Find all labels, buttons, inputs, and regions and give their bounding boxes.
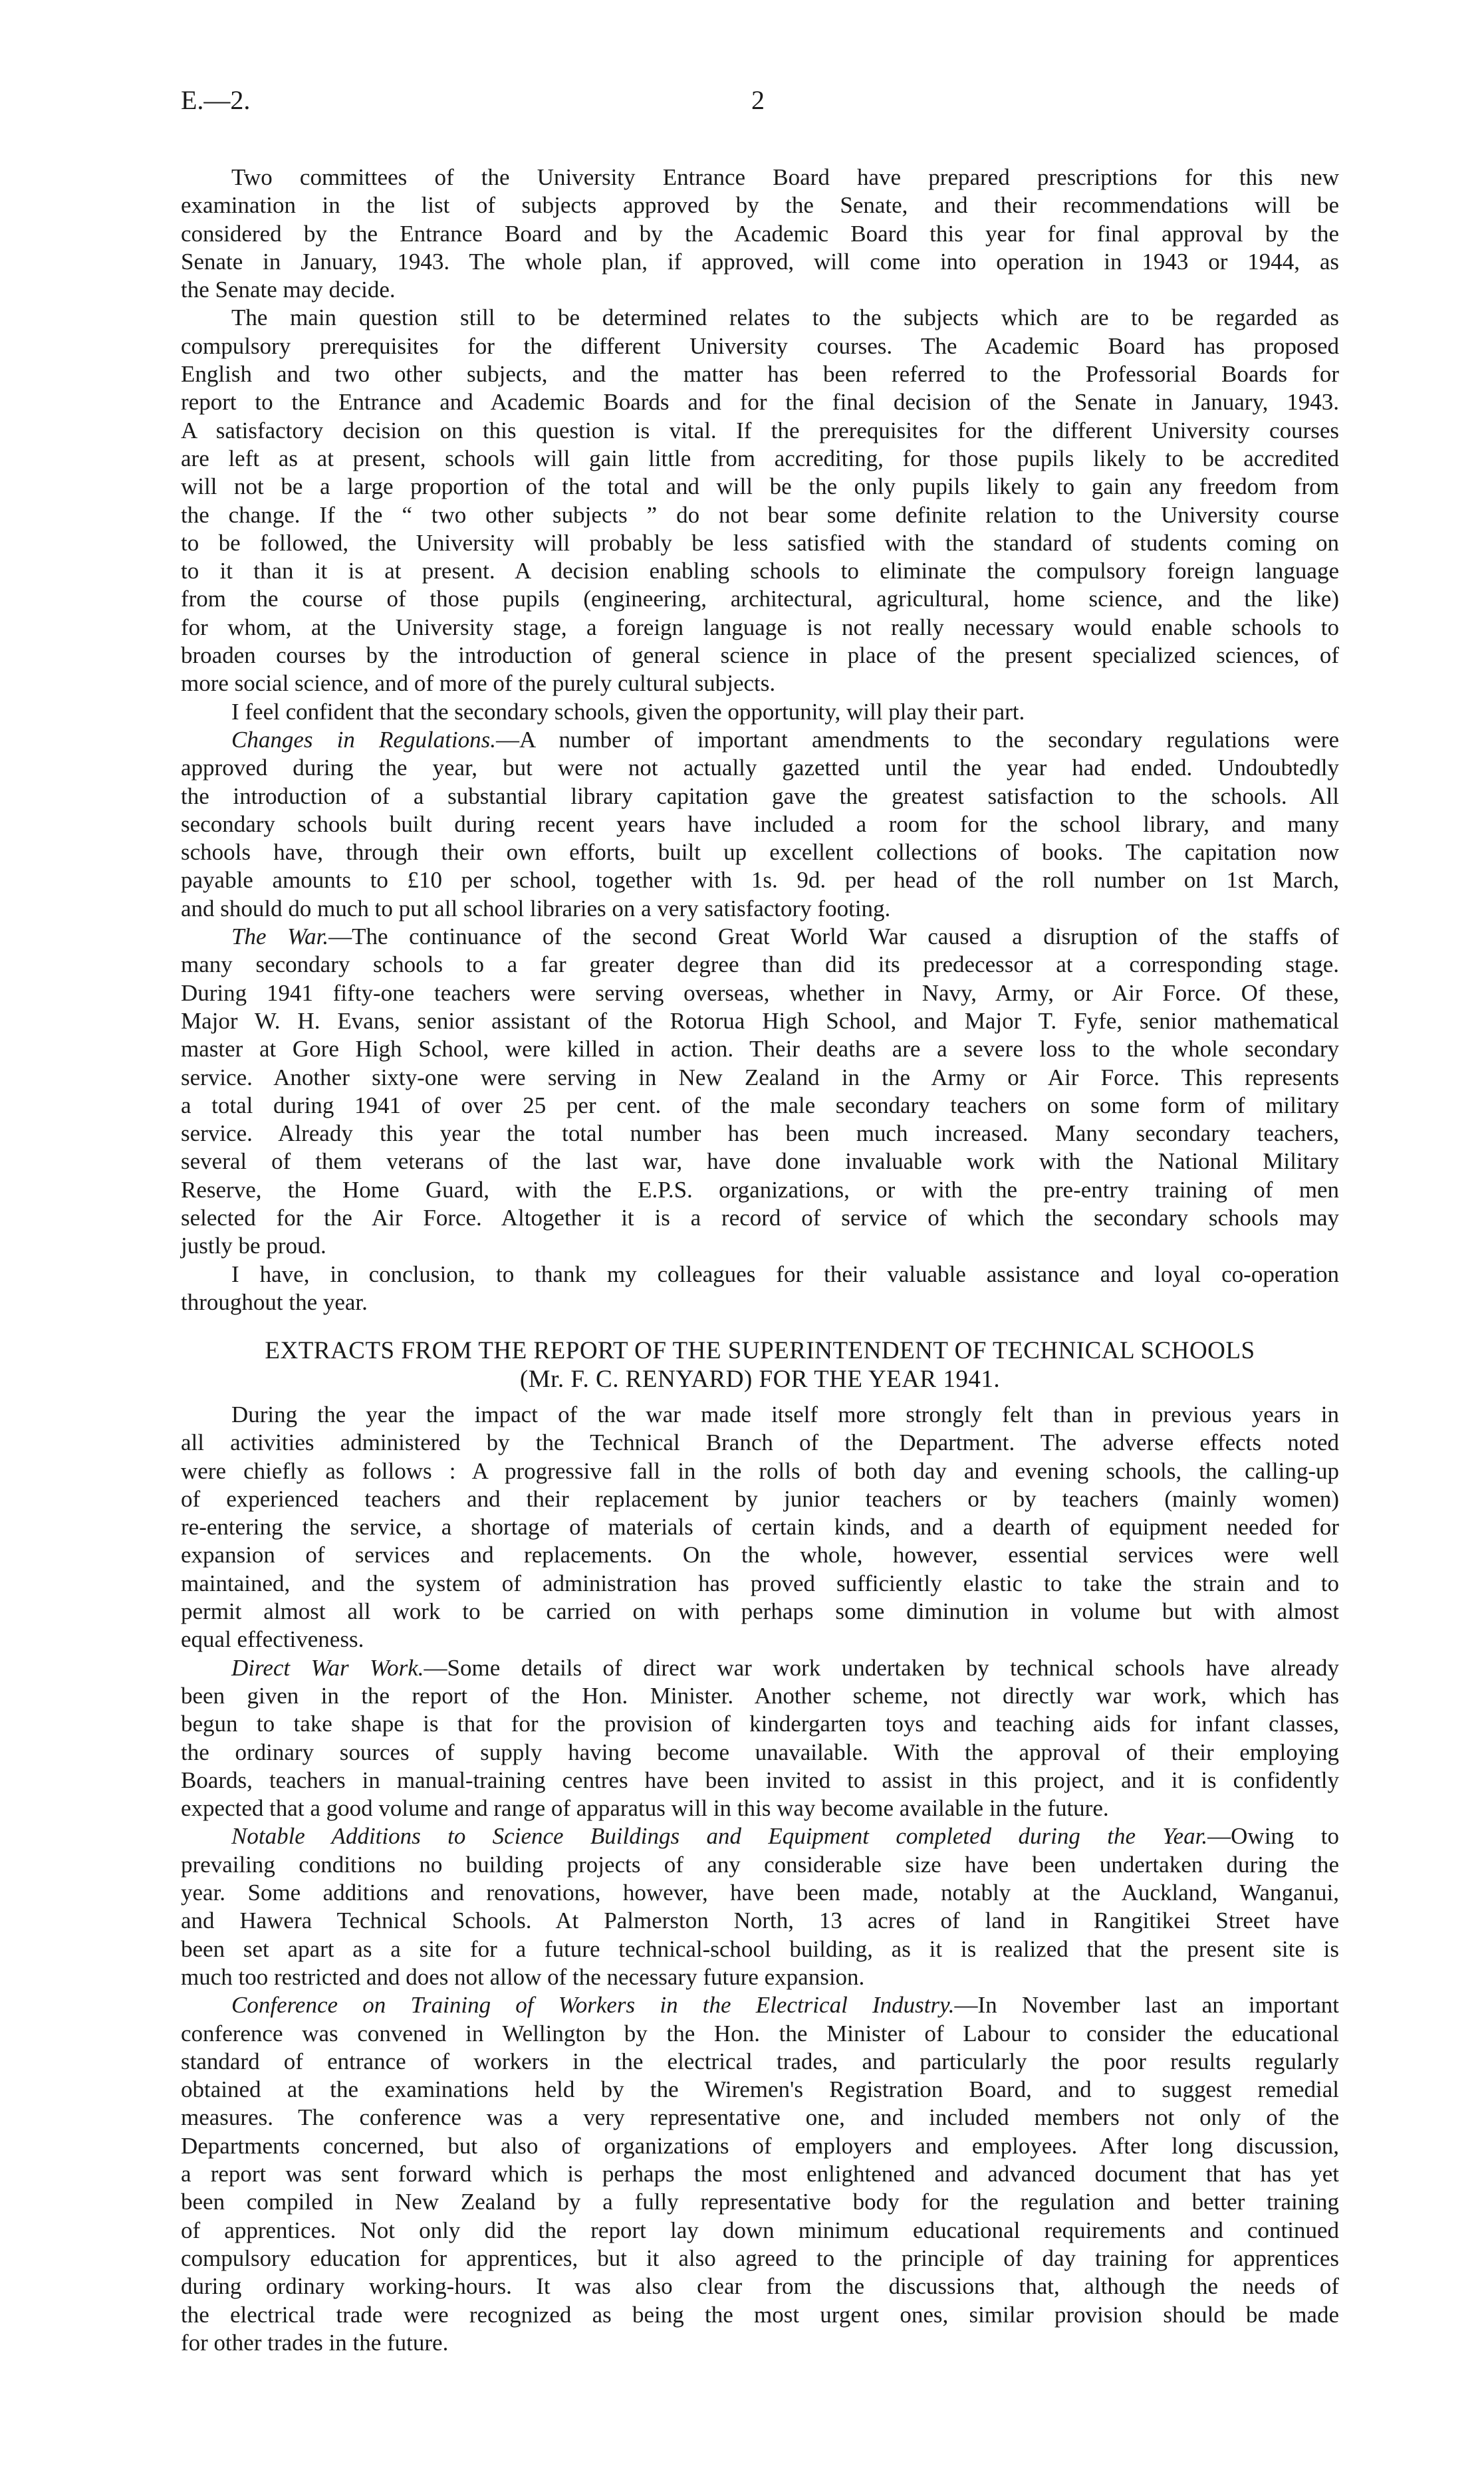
text-line [181, 304, 1339, 332]
line-text: several of them veterans of the last war, have done invaluable work with the National Military [181, 1148, 1339, 1175]
line-text: schools have, through their own efforts, built up excellent collections of books. The capitation now [181, 839, 1339, 866]
line-text: permit almost all work to be carried on with perhaps some diminution in volume but with almost [181, 1598, 1339, 1625]
line-text: are left as at present, schools will gain little from accrediting, for those pupils likely to be accredited [181, 445, 1339, 471]
text-line [181, 895, 1339, 923]
line-text: justly be proud. [181, 1233, 326, 1259]
text-line [181, 360, 1339, 388]
line-text: maintained, and the system of administration has proved sufficiently elastic to take the strain and to [181, 1570, 1339, 1596]
secondary-schools-report-section [181, 164, 1339, 1316]
line-text: The main question still to be determined relates to the subjects which are to be regarded as [231, 305, 1339, 331]
line-text: English and two other subjects, and the matter has been referred to the Professorial Boards for [181, 361, 1339, 388]
line-text: approved during the year, but were not actually gazetted until the year had ended. Undoubtedly [181, 755, 1339, 781]
paragraph [181, 698, 1339, 726]
text-line [181, 501, 1339, 529]
text-line [181, 1092, 1339, 1120]
text-line [181, 1176, 1339, 1204]
line-text: —The continuance of the second Great World War caused a disruption of the staffs of [328, 924, 1339, 950]
line-text: the change. If the “ two other subjects ” do not bear some definite relation to the University course [181, 501, 1339, 528]
section-heading-line-2: (Mr. F. C. RENYARD) FOR THE YEAR 1941. [519, 1366, 1001, 1393]
text-line [181, 332, 1339, 360]
text-line [181, 698, 1339, 726]
line-text: during ordinary working-hours. It was also clear from the discussions that, although the needs of [181, 2273, 1339, 2300]
line-text: prevailing conditions no building projects of any considerable size have been undertaken during the [181, 1851, 1339, 1878]
text-line [181, 1064, 1339, 1092]
text-line [181, 1822, 1339, 1850]
line-text: considered by the Entrance Board and by the Academic Board this year for final approval by the [181, 220, 1339, 247]
text-line [181, 1429, 1339, 1457]
line-text: were chiefly as follows : A progressive fall in the rolls of both day and evening schools, the calling-up [181, 1457, 1339, 1484]
line-text: During 1941 fifty-one teachers were serving overseas, whether in Navy, Army, or Air Force. Of these, [181, 979, 1339, 1006]
text-line [181, 1991, 1339, 2019]
line-text: standard of entrance of workers in the electrical trades, and particularly the poor results regularly [181, 2048, 1339, 2074]
text-line [181, 838, 1339, 866]
line-text: and Hawera Technical Schools. At Palmerston North, 13 acres of land in Rangitikei Street have [181, 1908, 1339, 1934]
text-line [181, 2301, 1339, 2329]
text-line [181, 1035, 1339, 1063]
line-text: report to the Entrance and Academic Boards and for the final decision of the Senate in January, 1943. [181, 389, 1339, 416]
text-line [181, 866, 1339, 894]
text-line [181, 276, 1339, 304]
line-text: —Owing to [1207, 1823, 1340, 1850]
line-text: expansion of services and replacements. On the whole, however, essential services were well [181, 1542, 1339, 1568]
text-line [181, 726, 1339, 754]
text-line [181, 473, 1339, 501]
line-text: expected that a good volume and range of apparatus will in this way become available in the future. [181, 1795, 1109, 1822]
text-line [181, 1851, 1339, 1879]
text-line [181, 754, 1339, 782]
line-text: the introduction of a substantial library capitation gave the greatest satisfaction to the schools. All [181, 783, 1339, 809]
text-line [181, 2076, 1339, 2104]
text-line [181, 1120, 1339, 1148]
line-text: the ordinary sources of supply having become unavailable. With the approval of their employing [181, 1739, 1339, 1765]
line-text: more social science, and of more of the purely cultural subjects. [181, 670, 776, 697]
line-text: to be followed, the University will probably be less satisfied with the standard of students coming on [181, 529, 1339, 556]
text-line [181, 1261, 1339, 1289]
text-line [181, 1794, 1339, 1822]
line-text: all activities administered by the Technical Branch of the Department. The adverse effects noted [181, 1429, 1339, 1456]
line-text: During the year the impact of the war made itself more strongly felt than in previous years in [231, 1402, 1339, 1427]
line-text: secondary schools built during recent years have included a room for the school library, and many [181, 810, 1339, 837]
text-line [181, 2132, 1339, 2160]
text-line [181, 1007, 1339, 1035]
line-text: from the course of those pupils (engineering, architectural, agricultural, home science, and the like) [181, 586, 1339, 612]
line-text: payable amounts to £10 per school, together with 1s. 9d. per head of the roll number on 1st March, [181, 867, 1339, 894]
text-line [181, 1626, 1339, 1654]
section-heading [181, 1336, 1339, 1394]
line-text: I have, in conclusion, to thank my colleagues for their valuable assistance and loyal co-operation [231, 1261, 1339, 1287]
text-line [181, 2245, 1339, 2273]
line-text: of experienced teachers and their replacement by junior teachers or by teachers (mainly women) [181, 1485, 1339, 1512]
line-text: I feel confident that the secondary schools, given the opportunity, will play their part. [231, 698, 1025, 725]
line-text: Departments concerned, but also of organizations of employers and employees. After long discussion, [181, 2132, 1339, 2159]
text-line [181, 2217, 1339, 2245]
line-text: a total during 1941 of over 25 per cent. of the male secondary teachers on some form of military [181, 1092, 1339, 1118]
text-line [181, 1963, 1339, 1991]
text-line [181, 2188, 1339, 2216]
text-line [181, 783, 1339, 810]
text-line [181, 2020, 1339, 2048]
line-text: —In November last an important [954, 1992, 1340, 2019]
line-text: re-entering the service, a shortage of materials of certain kinds, and a dearth of equipment needed for [181, 1514, 1339, 1541]
text-line [181, 388, 1339, 416]
line-text: of apprentices. Not only did the report lay down minimum educational requirements and continued [181, 2217, 1339, 2243]
text-line [181, 1710, 1339, 1738]
line-text: compulsory education for apprentices, but it also agreed to the principle of day training for apprentices [181, 2245, 1339, 2271]
line-text: obtained at the examinations held by the Wiremen's Registration Board, and to suggest remedial [181, 2076, 1339, 2103]
text-line [181, 1654, 1339, 1682]
text-line [181, 1204, 1339, 1232]
line-text: service. Already this year the total number has been much increased. Many secondary teachers, [181, 1120, 1339, 1147]
text-line [181, 923, 1339, 951]
line-text: —Some details of direct war work undertaken by technical schools have already [424, 1654, 1339, 1681]
line-text: Senate in January, 1943. The whole plan, if approved, will come into operation in 1943 or 1944, as [181, 248, 1339, 275]
document-reference: E.—2. [181, 85, 251, 115]
line-text: to it than it is at present. A decision enabling schools to eliminate the compulsory foreign language [181, 558, 1339, 584]
section-heading-line-1: EXTRACTS FROM THE REPORT OF THE SUPERINTENDENT OF TECHNICAL SCHOOLS [265, 1337, 1255, 1364]
line-text: begun to take shape is that for the provision of kindergarten toys and teaching aids for infant classes, [181, 1711, 1339, 1737]
text-line [181, 810, 1339, 838]
text-line [181, 1598, 1339, 1626]
text-line [181, 2329, 1339, 2357]
line-text: equal effectiveness. [181, 1626, 364, 1653]
text-line [181, 614, 1339, 642]
line-text: year. Some additions and renovations, however, have been made, notably at the Auckland, Wanganui, [181, 1880, 1339, 1906]
text-line [181, 1513, 1339, 1541]
paragraph [181, 164, 1339, 304]
text-line [181, 417, 1339, 445]
text-line [181, 2160, 1339, 2188]
text-line [181, 2048, 1339, 2076]
paragraph-lead-heading: The War. [231, 924, 329, 950]
text-line [181, 1935, 1339, 1963]
text-line [181, 1767, 1339, 1794]
text-line [181, 2273, 1339, 2300]
paragraph [181, 1822, 1339, 1991]
line-text: been compiled in New Zealand by a fully representative body for the regulation and better training [181, 2189, 1339, 2215]
text-line [181, 220, 1339, 248]
line-text: the electrical trade were recognized as being the most urgent ones, similar provision should be made [181, 2301, 1339, 2328]
line-text: and should do much to put all school libraries on a very satisfactory footing. [181, 895, 891, 922]
line-text: master at Gore High School, were killed in action. Their deaths are a severe loss to the whole secondary [181, 1036, 1339, 1062]
line-text: examination in the list of subjects approved by the Senate, and their recommendations will be [181, 192, 1339, 219]
text-line [181, 1541, 1339, 1569]
paragraph [181, 1654, 1339, 1823]
text-line [181, 1739, 1339, 1767]
line-text: a report was sent forward which is perhaps the most enlightened and advanced document that has yet [181, 2161, 1339, 2187]
text-line [181, 1907, 1339, 1935]
line-text: Major W. H. Evans, senior assistant of the Rotorua High School, and Major T. Fyfe, senior mathematical [181, 1007, 1339, 1034]
text-line [181, 1148, 1339, 1175]
line-text: service. Another sixty-one were serving in New Zealand in the Army or Air Force. This represents [181, 1064, 1339, 1090]
paragraph-lead-heading: Changes in Regulations. [231, 726, 496, 753]
paragraph [181, 1261, 1339, 1317]
paragraph-lead-heading: Notable Additions to Science Buildings and Equipment completed during the Year. [231, 1823, 1208, 1850]
paragraph [181, 1401, 1339, 1654]
line-text: Reserve, the Home Guard, with the E.P.S. organizations, or with the pre-entry training of men [181, 1176, 1339, 1203]
text-line [181, 1401, 1339, 1429]
line-text: —A number of important amendments to the secondary regulations were [495, 726, 1339, 753]
line-text: for other trades in the future. [181, 2329, 449, 2356]
line-text: been given in the report of the Hon. Minister. Another scheme, not directly war work, which has [181, 1682, 1339, 1709]
text-line [181, 1682, 1339, 1710]
line-text: measures. The conference was a very representative one, and included members not only of the [181, 2104, 1339, 2131]
text-line [181, 164, 1339, 191]
line-text: much too restricted and does not allow of the necessary future expansion. [181, 1963, 865, 1990]
text-line [181, 191, 1339, 219]
text-line [181, 670, 1339, 697]
line-text: Two committees of the University Entrance Board have prepared prescriptions for this new [231, 164, 1339, 190]
line-text: Boards, teachers in manual-training centres have been invited to assist in this project, and it is confidently [181, 1767, 1339, 1793]
text-line [181, 529, 1339, 557]
text-line [181, 1232, 1339, 1260]
text-line [181, 951, 1339, 979]
text-line [181, 1457, 1339, 1485]
line-text: many secondary schools to a far greater degree than did its predecessor at a corresponding stage. [181, 951, 1339, 978]
page-number: 2 [751, 85, 765, 115]
line-text: selected for the Air Force. Altogether it is a record of service of which the secondary schools may [181, 1204, 1339, 1231]
text-line [181, 1570, 1339, 1598]
text-line [181, 979, 1339, 1007]
text-line [181, 642, 1339, 670]
text-line [181, 1289, 1339, 1316]
text-line [181, 1485, 1339, 1513]
text-line [181, 445, 1339, 473]
text-line [181, 1879, 1339, 1907]
line-text: compulsory prerequisites for the different University courses. The Academic Board has proposed [181, 332, 1339, 359]
text-line [181, 557, 1339, 585]
line-text: been set apart as a site for a future technical-school building, as it is realized that the present site is [181, 1935, 1339, 1962]
paragraph [181, 923, 1339, 1261]
paragraph [181, 726, 1339, 923]
text-line [181, 248, 1339, 276]
line-text: A satisfactory decision on this question is vital. If the prerequisites for the different University courses [181, 417, 1339, 443]
line-text: the Senate may decide. [181, 277, 396, 303]
text-line [181, 585, 1339, 613]
line-text: conference was convened in Wellington by the Hon. the Minister of Labour to consider the educational [181, 2020, 1339, 2046]
paragraph [181, 1991, 1339, 2357]
paragraph-lead-heading: Direct War Work. [231, 1654, 424, 1681]
text-line [181, 2104, 1339, 2132]
line-text: broaden courses by the introduction of general science in place of the present specialized sciences, of [181, 642, 1339, 669]
line-text: for whom, at the University stage, a foreign language is not really necessary would enable schools to [181, 614, 1339, 640]
line-text: will not be a large proportion of the total and will be the only pupils likely to gain any freedom from [181, 473, 1339, 500]
line-text: throughout the year. [181, 1289, 368, 1315]
paragraph-lead-heading: Conference on Training of Workers in the Electrical Industry. [231, 1992, 955, 2019]
technical-schools-report-section [181, 1401, 1339, 2357]
paragraph [181, 304, 1339, 697]
